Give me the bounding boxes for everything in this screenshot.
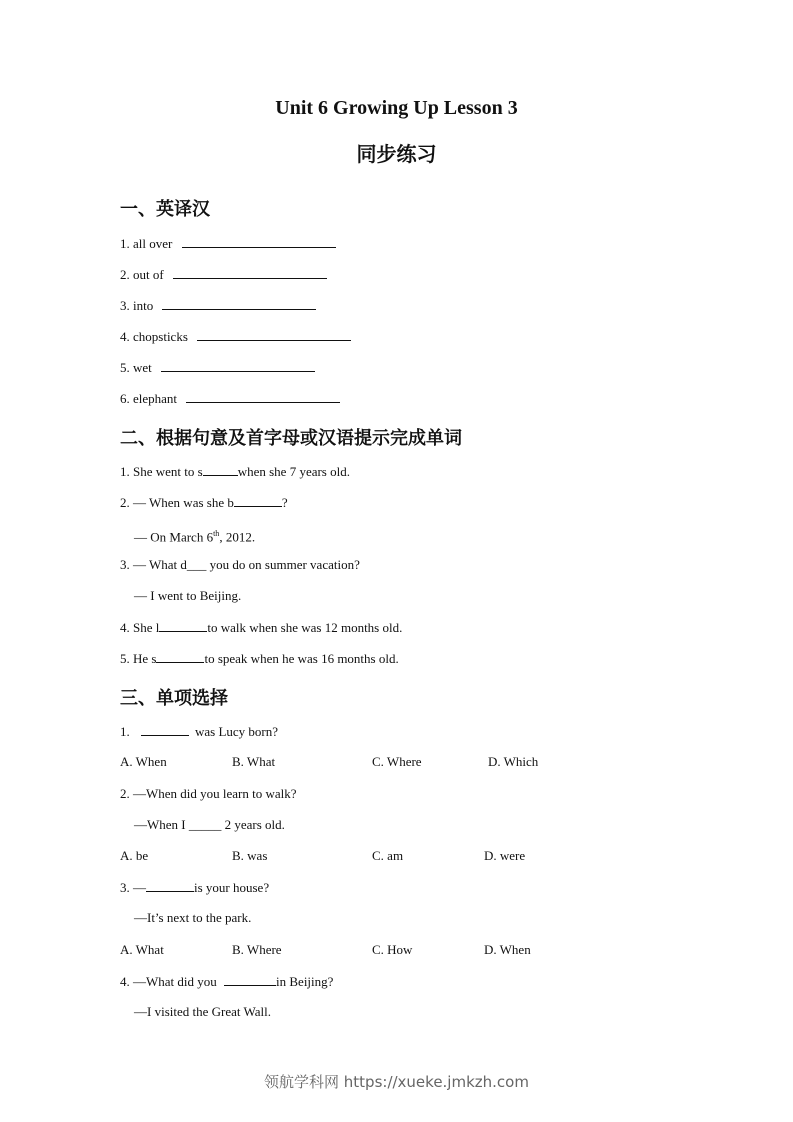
answer-blank[interactable] <box>203 463 238 476</box>
s3-q3-option-c[interactable]: C. How <box>372 942 413 957</box>
answer-blank[interactable] <box>141 723 189 736</box>
s2-q1: 1. She went to s when she 7 years old. <box>120 464 350 479</box>
s1-item-4: 4. chopsticks <box>120 328 351 345</box>
section-3-heading: 三、单项选择 <box>120 688 228 709</box>
s3-q2-line2: —When I _____ 2 years old. <box>134 817 285 832</box>
answer-blank[interactable] <box>173 266 327 279</box>
footer-watermark: 领航学科网 https://xueke.jmkzh.com <box>264 1073 529 1091</box>
s2-q3: 3. — What d___ you do on summer vacation? <box>120 557 360 572</box>
s3-q3-line2: —It’s next to the park. <box>134 910 252 925</box>
answer-blank[interactable] <box>186 390 340 403</box>
s1-item-6: 6. elephant <box>120 390 340 407</box>
answer-blank[interactable] <box>146 879 194 892</box>
s3-q2-option-a[interactable]: A. be <box>120 848 149 863</box>
s3-q1: 1. was Lucy born? <box>120 724 279 739</box>
section-1-heading: 一、英译汉 <box>120 199 210 220</box>
s2-q2-answer: — On March 6th, 2012. <box>134 529 256 545</box>
answer-blank[interactable] <box>197 328 351 341</box>
s3-q3-option-a[interactable]: A. What <box>120 942 164 957</box>
worksheet-title: Unit 6 Growing Up Lesson 3 <box>275 97 518 119</box>
answer-blank[interactable] <box>156 650 204 663</box>
s3-q1-option-a[interactable]: A. When <box>120 754 167 769</box>
section-2-heading: 二、根据句意及首字母或汉语提示完成单词 <box>120 428 462 449</box>
s2-q5: 5. He s to speak when he was 16 months old. <box>120 651 399 666</box>
s1-item-3: 3. into <box>120 297 316 314</box>
s3-q2-option-d[interactable]: D. were <box>484 848 526 863</box>
s3-q1-option-c[interactable]: C. Where <box>372 754 422 769</box>
answer-blank[interactable] <box>234 494 282 507</box>
s2-q3-answer: — I went to Beijing. <box>134 588 242 603</box>
s3-q1-option-b[interactable]: B. What <box>232 754 276 769</box>
s1-item-2: 2. out of <box>120 266 327 283</box>
s3-q3: 3. — is your house? <box>120 880 270 895</box>
s3-q4: 4. —What did you in Beijing? <box>120 974 334 989</box>
s1-item-5: 5. wet <box>120 359 315 376</box>
s1-item-1: 1. all over <box>120 235 336 252</box>
answer-blank[interactable] <box>162 297 316 310</box>
s3-q4-line2: —I visited the Great Wall. <box>134 1004 271 1019</box>
s3-q3-option-b[interactable]: B. Where <box>232 942 282 957</box>
s3-q2: 2. —When did you learn to walk? <box>120 786 297 801</box>
s3-q1-option-d[interactable]: D. Which <box>488 754 539 769</box>
answer-blank[interactable] <box>182 235 336 248</box>
s3-q2-option-c[interactable]: C. am <box>372 848 404 863</box>
answer-blank[interactable] <box>161 359 315 372</box>
s2-q4: 4. She l to walk when she was 12 months old. <box>120 620 403 635</box>
worksheet-subtitle: 同步练习 <box>356 142 437 166</box>
answer-blank[interactable] <box>224 973 276 986</box>
answer-blank[interactable] <box>159 619 207 632</box>
s3-q2-option-b[interactable]: B. was <box>232 848 268 863</box>
s3-q3-option-d[interactable]: D. When <box>484 942 531 957</box>
s2-q2: 2. — When was she b ? <box>120 495 288 510</box>
